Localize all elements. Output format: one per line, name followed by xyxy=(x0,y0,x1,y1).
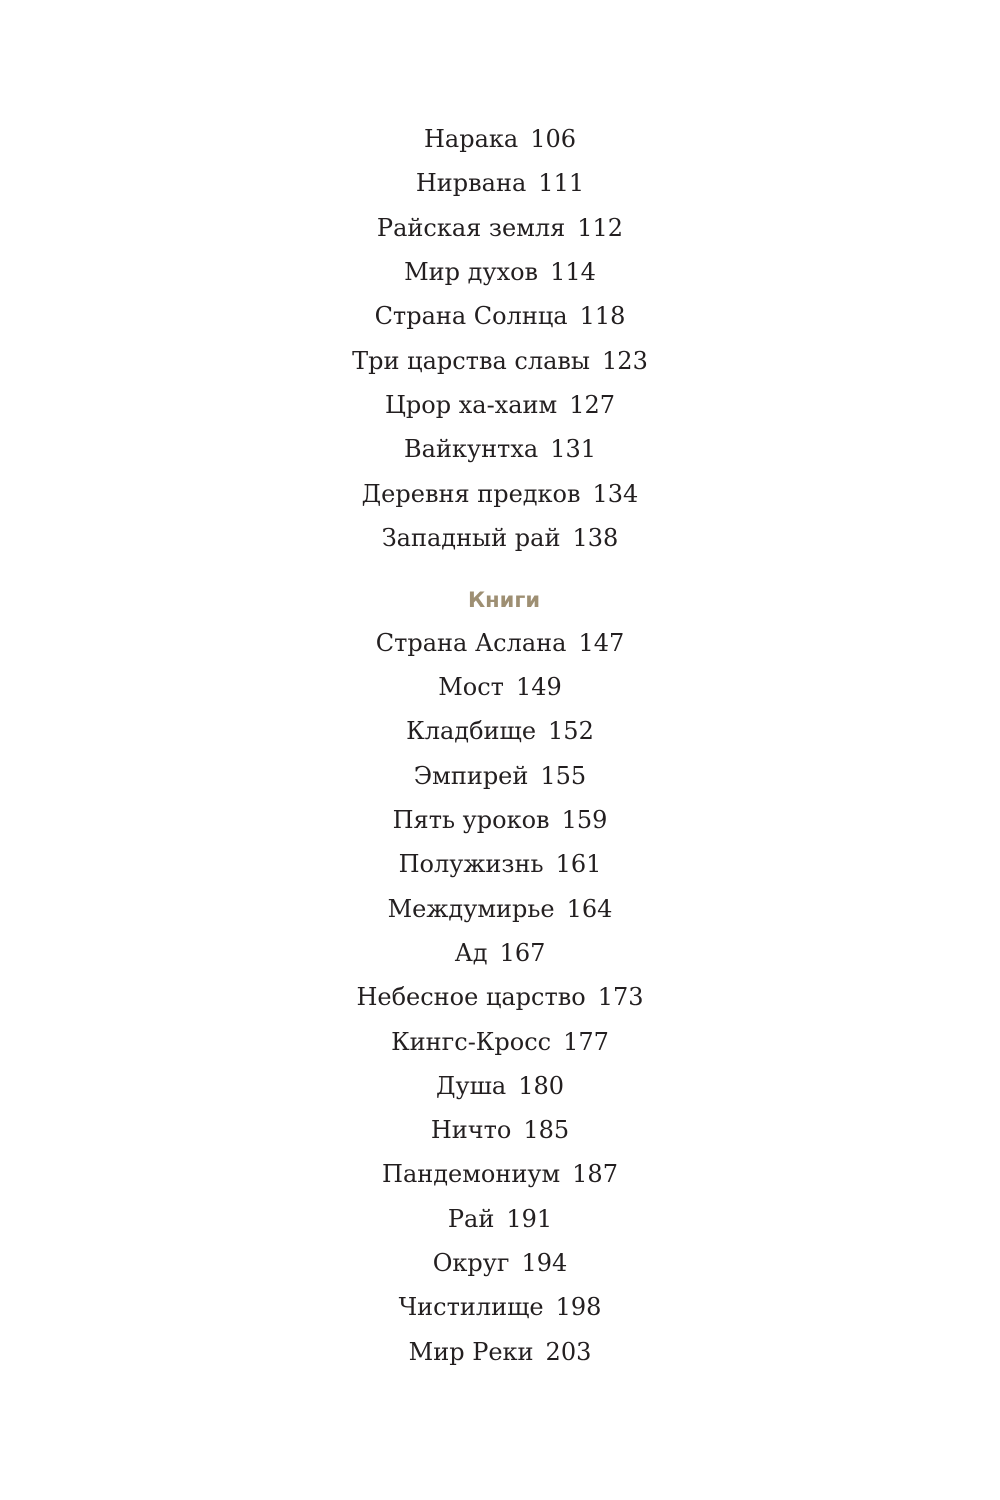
entry-page-number: 127 xyxy=(569,391,615,419)
toc-entry xyxy=(0,213,1000,243)
entry-title: Пять уроков xyxy=(392,806,550,834)
toc-entry xyxy=(0,761,1000,791)
toc-entry xyxy=(0,1027,1000,1057)
toc-entry xyxy=(0,982,1000,1012)
entry-title: Эмпирей xyxy=(413,762,529,790)
entry-title: Полужизнь xyxy=(398,850,544,878)
entry-title: Чистилище xyxy=(398,1293,544,1321)
toc-entry xyxy=(0,346,1000,376)
toc-entry xyxy=(0,523,1000,553)
entry-page-number: 180 xyxy=(518,1072,565,1100)
entry-page-number: 123 xyxy=(602,347,648,375)
toc-entry xyxy=(0,390,1000,420)
entry-page-number: 112 xyxy=(577,214,624,242)
entry-title: Црор ха-хаим xyxy=(384,391,558,419)
entry-title: Страна Аслана xyxy=(375,629,567,657)
toc-entry xyxy=(0,257,1000,287)
entry-page-number: 114 xyxy=(550,258,596,286)
entry-title: Райская земля xyxy=(376,214,566,242)
entry-title: Пандемониум xyxy=(382,1160,561,1188)
entry-page-number: 155 xyxy=(540,762,587,790)
entry-title: Вайкунтха xyxy=(404,435,539,463)
entry-title: Ад xyxy=(454,939,488,967)
entry-page-number: 198 xyxy=(555,1293,602,1321)
toc-entry xyxy=(0,805,1000,835)
entry-title: Кингс-Кросс xyxy=(391,1028,552,1056)
toc-entry xyxy=(0,628,1000,658)
entry-page-number: 167 xyxy=(499,939,546,967)
entry-title: Нарака xyxy=(423,125,519,153)
entry-title: Душа xyxy=(435,1072,507,1100)
entry-title: Небесное царство xyxy=(356,983,586,1011)
entry-title: Междумирье xyxy=(387,895,555,923)
entry-title: Нирвана xyxy=(415,169,527,197)
entry-page-number: 185 xyxy=(523,1116,570,1144)
entry-page-number: 106 xyxy=(530,125,577,153)
entry-title: Округ xyxy=(432,1249,510,1277)
toc-entry xyxy=(0,168,1000,198)
entry-page-number: 173 xyxy=(597,983,644,1011)
entry-page-number: 152 xyxy=(548,717,594,745)
entry-page-number: 177 xyxy=(563,1028,609,1056)
entry-page-number: 147 xyxy=(578,629,625,657)
entry-title: Западный рай xyxy=(381,524,561,552)
entry-title: Страна Солнца xyxy=(374,302,568,330)
toc-entry xyxy=(0,672,1000,702)
entry-title: Кладбище xyxy=(406,717,537,745)
entry-page-number: 118 xyxy=(579,302,626,330)
toc-entry xyxy=(0,894,1000,924)
toc-entry xyxy=(0,1159,1000,1189)
entry-page-number: 203 xyxy=(545,1338,592,1366)
entry-title: Мир духов xyxy=(404,258,539,286)
toc-entry xyxy=(0,1292,1000,1322)
entry-title: Рай xyxy=(447,1205,495,1233)
entry-page-number: 187 xyxy=(572,1160,618,1188)
toc-entry xyxy=(0,479,1000,509)
toc-entry xyxy=(0,1337,1000,1367)
entry-page-number: 138 xyxy=(572,524,619,552)
toc-entry xyxy=(0,849,1000,879)
toc-entry xyxy=(0,1248,1000,1278)
entry-page-number: 191 xyxy=(506,1205,553,1233)
entry-title: Ничто xyxy=(430,1116,512,1144)
entry-title: Мост xyxy=(438,673,504,701)
toc-entry xyxy=(0,1071,1000,1101)
toc-entry xyxy=(0,124,1000,154)
toc-entry xyxy=(0,938,1000,968)
entry-page-number: 111 xyxy=(538,169,585,197)
section-heading: Книги xyxy=(468,588,541,612)
toc-entry xyxy=(0,434,1000,464)
entry-page-number: 131 xyxy=(550,435,596,463)
entry-title: Мир Реки xyxy=(408,1338,534,1366)
entry-page-number: 159 xyxy=(561,806,608,834)
entry-title: Деревня предков xyxy=(361,480,581,508)
entry-page-number: 161 xyxy=(555,850,602,878)
entry-page-number: 194 xyxy=(521,1249,568,1277)
toc-entry xyxy=(0,301,1000,331)
entry-page-number: 134 xyxy=(592,480,639,508)
entry-title: Три царства славы xyxy=(352,347,591,375)
toc-entry xyxy=(0,1115,1000,1145)
toc-entry xyxy=(0,716,1000,746)
entry-page-number: 149 xyxy=(515,673,562,701)
toc-entry xyxy=(0,1204,1000,1234)
entry-page-number: 164 xyxy=(566,895,613,923)
